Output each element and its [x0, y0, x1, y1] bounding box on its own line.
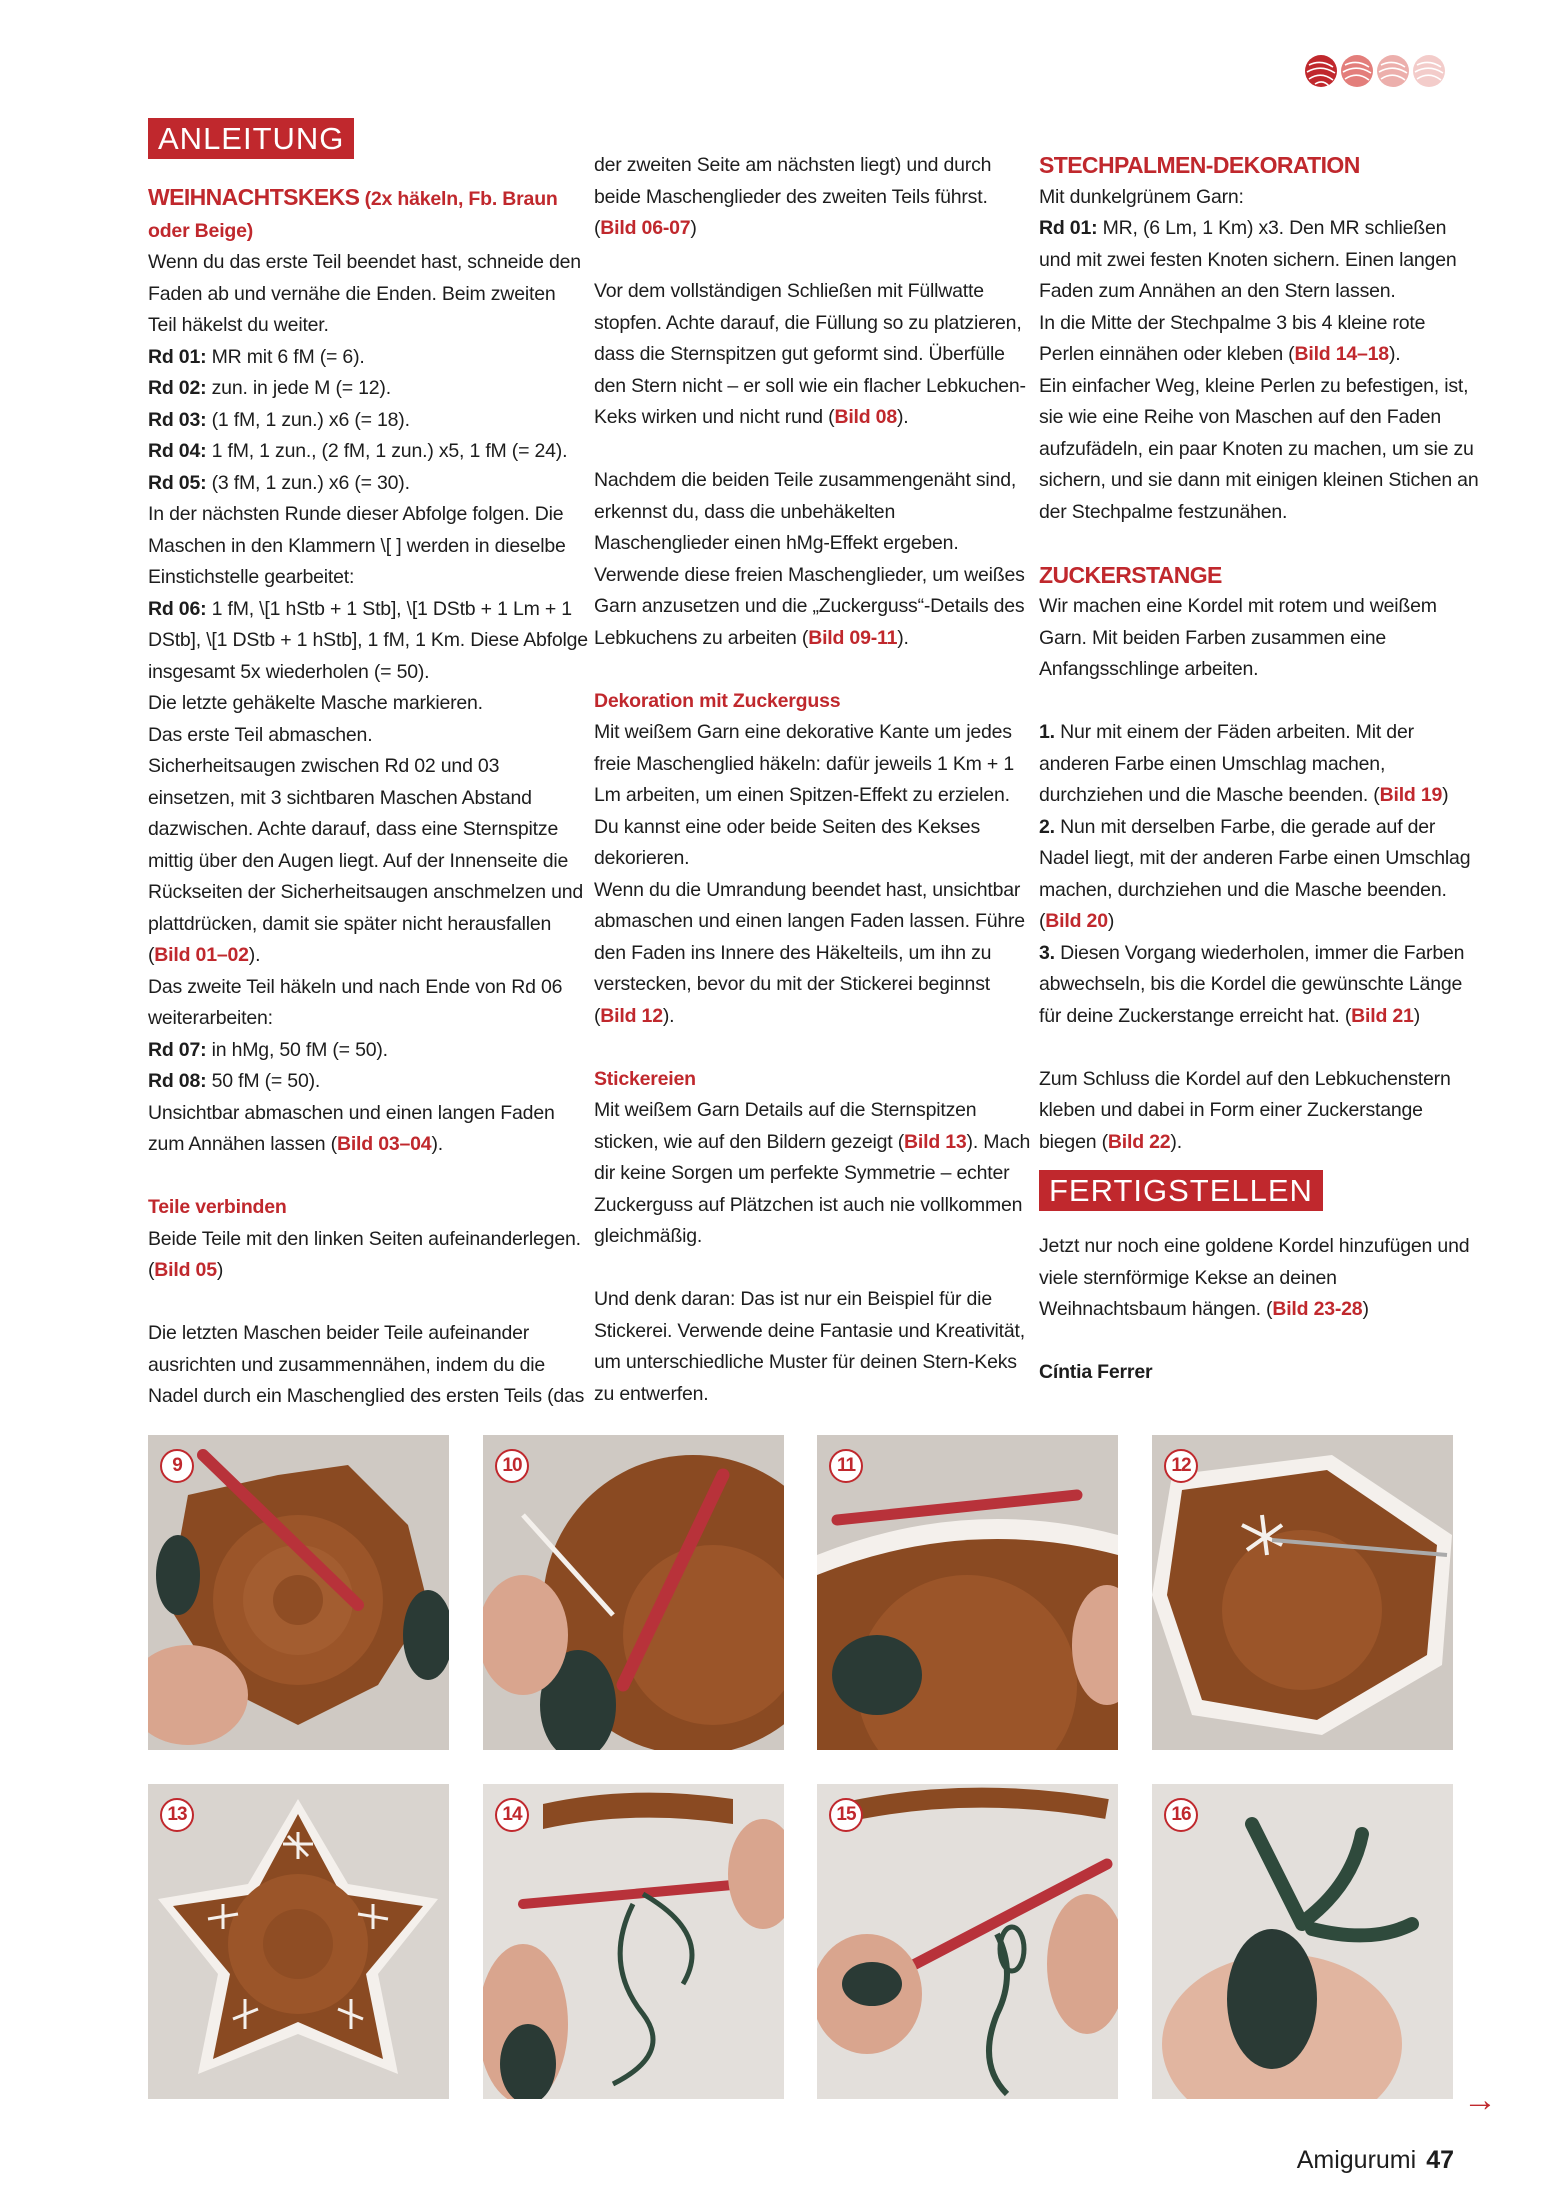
paragraph: Unsichtbar abmaschen und einen langen Faden zum Annähen lassen (Bild 03–04).: [148, 1101, 555, 1155]
round-08: Rd 08: 50 fM (= 50).: [148, 1070, 321, 1092]
photo-11: [817, 1435, 1118, 1750]
magazine-name: Amigurumi: [1296, 2146, 1417, 2174]
picture-ref: Bild 06-07: [600, 217, 691, 239]
column-1: [148, 182, 588, 1413]
paragraph: Zum Schluss die Kordel auf den Lebkuchenstern kleben und dabei in Form einer Zuckerstange biegen (Bild 22).: [1039, 1067, 1451, 1153]
picture-ref: Bild 09-11: [808, 626, 898, 649]
stechpalmen-title: STECHPALMEN-DEKORATION: [1039, 152, 1360, 178]
photo-14: [483, 1784, 784, 2099]
step-2: 2. Nun mit derselben Farbe, die gerade auf der Nadel liegt, mit der anderen Farbe einen Umschlag machen, durchziehen und die Masche beenden. (Bild 20): [1039, 815, 1471, 932]
paragraph: Und denk daran: Das ist nur ein Beispiel für die Stickerei. Verwende deine Fantasie und Kreativität, um unterschiedliche Muster für deinen Stern-Keks zu entwerfen.: [594, 1288, 1025, 1405]
paragraph: Nachdem die beiden Teile zusammengenäht sind, erkennst du, dass die unbehäkelten Maschenglieder einen hMg-Effekt ergeben. Verwende diese freien Maschenglieder, um weißes Garn anzusetzen und die „Zuckerguss“-Details des Lebkuchens zu arbeiten (Bild 09-11).: [594, 469, 1025, 649]
paragraph: Wir machen eine Kordel mit rotem und weißem Garn. Mit beiden Farben zusammen eine Anfangsschlinge arbeiten.: [1039, 595, 1437, 680]
round-01: Rd 01: MR mit 6 fM (= 6).: [148, 345, 365, 368]
paragraph: Wenn du das erste Teil beendet hast, schneide den Faden ab und vernähe die Enden. Beim zweiten Teil häkelst du weiter.: [148, 251, 581, 336]
paragraph: der zweiten Seite am nächsten liegt) und durch beide Maschenglieder des zweiten Teils führst. (Bild 06-07): [594, 154, 992, 239]
picture-number-badge: 11: [829, 1449, 863, 1483]
round-06: Rd 06: 1 fM, \[1 hStb + 1 Stb], \[1 DStb + 1 Lm + 1 DStb], \[1 DStb + 1 hStb], 1 fM, 1 Km. Diese Abfolge insgesamt 5x wiederholen (= 50).: [148, 597, 588, 683]
paragraph: Das erste Teil abmaschen.: [148, 723, 373, 746]
photo-12: [1152, 1435, 1453, 1750]
paragraph: Mit weißem Garn Details auf die Sternspitzen sticken, wie auf den Bildern gezeigt (Bild 13). Mach dir keine Sorgen um perfekte Symmetrie – echter Zuckerguss auf Plätzchen ist auch nie vollkommen gleichmäßig.: [594, 1099, 1031, 1247]
paragraph: Mit dunkelgrünem Garn:: [1039, 185, 1244, 208]
picture-number-badge: 10: [495, 1449, 529, 1483]
picture-ref: Bild 08: [834, 406, 897, 428]
subheading-teile-verbinden: Teile verbinden: [148, 1196, 287, 1218]
author-name: Cíntia Ferrer: [1039, 1361, 1153, 1383]
column-2: [594, 150, 1034, 1410]
paragraph: Das zweite Teil häkeln und nach Ende von Rd 06 weiterarbeiten:: [148, 975, 563, 1029]
picture-ref: Bild 23-28: [1272, 1298, 1363, 1320]
round-01: Rd 01: MR, (6 Lm, 1 Km) x3. Den MR schließen und mit zwei festen Knoten sichern. Einen langen Faden zum Annähen an den Stern lassen.: [1039, 217, 1457, 302]
paragraph: In der nächsten Runde dieser Abfolge folgen. Die Maschen in den Klammern \[ ] werden in dieselbe Einstichstelle gearbeitet:: [148, 503, 566, 588]
picture-ref: Bild 05: [154, 1259, 217, 1281]
next-page-arrow-icon: →: [1463, 2081, 1497, 2119]
photo-16: [1152, 1784, 1453, 2099]
round-04: Rd 04: 1 fM, 1 zun., (2 fM, 1 zun.) x5, 1 fM (= 24).: [148, 440, 568, 462]
photo-10: [483, 1435, 784, 1750]
picture-ref: Bild 12: [600, 1004, 663, 1027]
paragraph: Mit weißem Garn eine dekorative Kante um jedes freie Maschenglied häkeln: dafür jeweils 1 Km + 1 Lm arbeiten, um einen Spitzen-Effekt zu erzielen. Du kannst eine oder beide Seiten des Kekses dekorieren.: [594, 721, 1014, 869]
picture-ref: Bild 22: [1107, 1130, 1171, 1153]
picture-ref: Bild 03–04: [336, 1133, 432, 1155]
page-footer: [1297, 2146, 1454, 2175]
paragraph: Jetzt nur noch eine goldene Kordel hinzufügen und viele sternförmige Kekse an deinen Weihnachtsbaum hängen. (Bild 23-28): [1039, 1235, 1470, 1320]
picture-number-badge: 14: [495, 1798, 529, 1832]
page-number: 47: [1426, 2146, 1454, 2174]
zuckerstange-title: ZUCKERSTANGE: [1039, 561, 1222, 588]
fertigstellen-header: FERTIGSTELLEN: [1039, 1170, 1479, 1217]
paragraph: Vor dem vollständigen Schließen mit Füllwatte stopfen. Achte darauf, die Füllung so zu platzieren, dass die Sternspitzen gut geformt sind. Überfülle den Stern nicht – er soll wie ein flacher Lebkuchen-Keks wirken und nicht rund (Bild 08).: [594, 280, 1026, 428]
subheading-stickereien: Stickereien: [594, 1067, 696, 1090]
anleitung-header: ANLEITUNG: [148, 118, 354, 165]
round-02: Rd 02: zun. in jede M (= 12).: [148, 377, 391, 399]
paragraph: Die letzte gehäkelte Masche markieren.: [148, 692, 483, 714]
step-1: 1. Nur mit einem der Fäden arbeiten. Mit der anderen Farbe einen Umschlag machen, durchziehen und die Masche beenden. (Bild 19): [1039, 721, 1449, 806]
picture-ref: Bild 21: [1351, 1004, 1414, 1027]
photo-15: [817, 1784, 1118, 2099]
picture-ref: Bild 14–18: [1294, 343, 1389, 365]
paragraph: Beide Teile mit den linken Seiten aufeinanderlegen. (Bild 05): [148, 1227, 581, 1281]
step-3: 3. Diesen Vorgang wiederholen, immer die Farben abwechseln, bis die Kordel die gewünschte Länge für deine Zuckerstange erreicht hat. (Bild 21): [1039, 941, 1465, 1027]
paragraph: Sicherheitsaugen zwischen Rd 02 und 03 einsetzen, mit 3 sichtbaren Maschen Abstand dazwischen. Achte darauf, dass eine Sternspitze mittig über den Augen liegt. Auf der Innenseite die Rückseiten der Sicherheitsaugen anschmelzen und plattdrücken, damit sie später nicht herausfallen (Bild 01–02).: [148, 755, 584, 966]
paragraph: Ein einfacher Weg, kleine Perlen zu befestigen, ist, sie wie eine Reihe von Maschen auf den Faden aufzufädeln, ein paar Knoten zu machen, um sie zu sichern, und sie dann mit einigen kleinen Stichen an der Stechpalme festzunähen.: [1039, 374, 1479, 523]
photo-13: [148, 1784, 449, 2099]
yarn-balls-logo-icon: [1304, 53, 1454, 94]
picture-ref: Bild 01–02: [154, 944, 249, 966]
picture-number-badge: 16: [1164, 1798, 1198, 1832]
round-05: Rd 05: (3 fM, 1 zun.) x6 (= 30).: [148, 471, 410, 494]
picture-number-badge: 9: [160, 1449, 194, 1483]
picture-number-badge: 15: [829, 1798, 863, 1832]
round-03: Rd 03: (1 fM, 1 zun.) x6 (= 18).: [148, 408, 410, 431]
paragraph: In die Mitte der Stechpalme 3 bis 4 kleine rote Perlen einnähen oder kleben (Bild 14–18).: [1039, 311, 1426, 365]
picture-ref: Bild 20: [1045, 910, 1108, 932]
paragraph: Wenn du die Umrandung beendet hast, unsichtbar abmaschen und einen langen Faden lassen. Führe den Faden ins Innere des Häkelteils, um ihn zu verstecken, bevor du mit der Stickerei beginnst (Bild 12).: [594, 878, 1025, 1027]
picture-ref: Bild 13: [904, 1130, 967, 1153]
round-07: Rd 07: in hMg, 50 fM (= 50).: [148, 1038, 388, 1061]
weihnachtskeks-title: WEIHNACHTSKEKS (2x häkeln, Fb. Braun oder Beige): [148, 184, 558, 242]
paragraph: Die letzten Maschen beider Teile aufeinander ausrichten und zusammennähen, indem du die Nadel durch ein Maschenglied des ersten Teils (das: [148, 1322, 585, 1407]
picture-number-badge: 12: [1164, 1449, 1198, 1483]
subheading-dekoration: Dekoration mit Zuckerguss: [594, 689, 841, 712]
column-3: [1039, 150, 1479, 1389]
picture-ref: Bild 19: [1379, 784, 1443, 806]
picture-number-badge: 13: [160, 1798, 194, 1832]
photo-9: [148, 1435, 449, 1750]
